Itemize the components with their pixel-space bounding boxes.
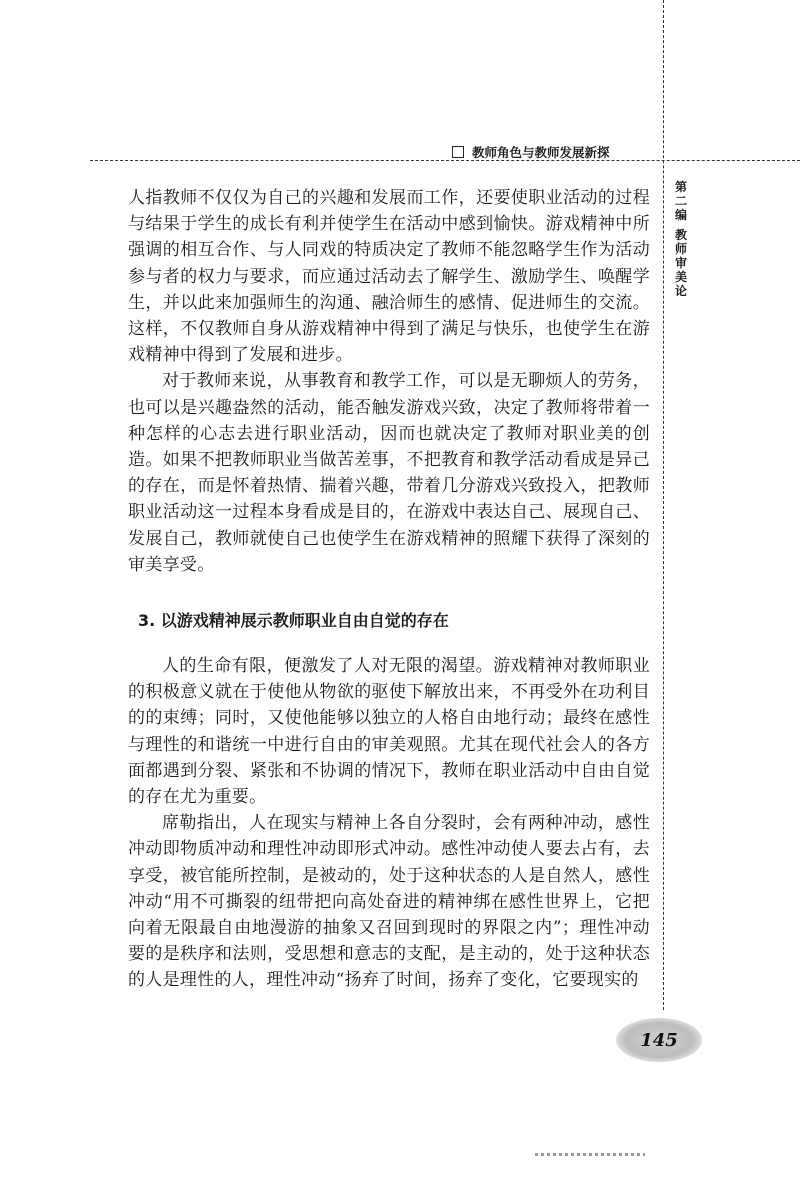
page-number-badge [616,1018,702,1062]
square-bullet-icon [452,146,464,158]
vertical-dashed-rule [663,0,664,1010]
running-title: 教师角色与教师发展新探 [472,145,610,160]
running-header [452,143,657,161]
paragraph-1: 人指教师不仅仅为自己的兴趣和发展而工作，还要使职业活动的过程与结果于学生的成长有利并使学生在活动中感到愉快。游戏精神中所强调的相互合作、与人同戏的特质决定了教师不能忽略学生作为活动参与者的权力与要求，而应通过活动去了解学生、激励学生、唤醒学生，并以此来加强师生的沟通、融洽师生的感情、促进师生的交流。这样，不仅教师自身从游戏精神中得到了满足与快乐，也使学生在游戏精神中得到了发展和进步。 [128,188,650,366]
section-heading: 3. 以游戏精神展示教师职业自由自觉的存在 [138,611,449,631]
side-tab [672,180,690,298]
scan-artifact [535,1153,645,1156]
side-tab-section: 教师审美论 [674,228,687,298]
side-tab-part: 第二编 [674,180,687,222]
page-body [128,185,650,994]
paragraph-4: 席勒指出，人在现实与精神上各自分裂时，会有两种冲动，感性冲动即物质冲动和理性冲动即形式冲动。感性冲动使人要去占有，去享受，被官能所控制，是被动的，处于这种状态的人是自然人，感性冲动“用不可撕裂的纽带把向高处奋进的精神绑在感性世界上，它把向着无限最自由地漫游的抽象又召回到现时的界限之内”；理性冲动要的是秩序和法则，受思想和意志的支配，是主动的，处于这种状态的人是理性的人，理性冲动“扬弃了时间，扬弃了变化，它要现实的 [128,813,650,991]
page-number: 145 [640,1029,678,1051]
header-dashed-rule [90,160,800,161]
paragraph-3: 人的生命有限，便激发了人对无限的渴望。游戏精神对教师职业的积极意义就在于使他从物欲的驱使下解放出来，不再受外在功利目的的束缚；同时，又使他能够以独立的人格自由地行动；最终在感性与理性的和谐统一中进行自由的审美观照。尤其在现代社会人的各方面都遇到分裂、紧张和不协调的情况下，教师在职业活动中自由自觉的存在尤为重要。 [128,656,650,808]
paragraph-2: 对于教师来说，从事教育和教学工作，可以是无聊烦人的劳务，也可以是兴趣盎然的活动，能否触发游戏兴致，决定了教师将带着一种怎样的心志去进行职业活动，因而也就决定了教师对职业美的创造。如果不把教师职业当做苦差事，不把教育和教学活动看成是异己的存在，而是怀着热情、揣着兴趣，带着几分游戏兴致投入，把教师职业活动这一过程本身看成是目的，在游戏中表达自己、展现自己、发展自己，教师就使自己也使学生在游戏精神的照耀下获得了深刻的审美享受。 [128,371,650,575]
